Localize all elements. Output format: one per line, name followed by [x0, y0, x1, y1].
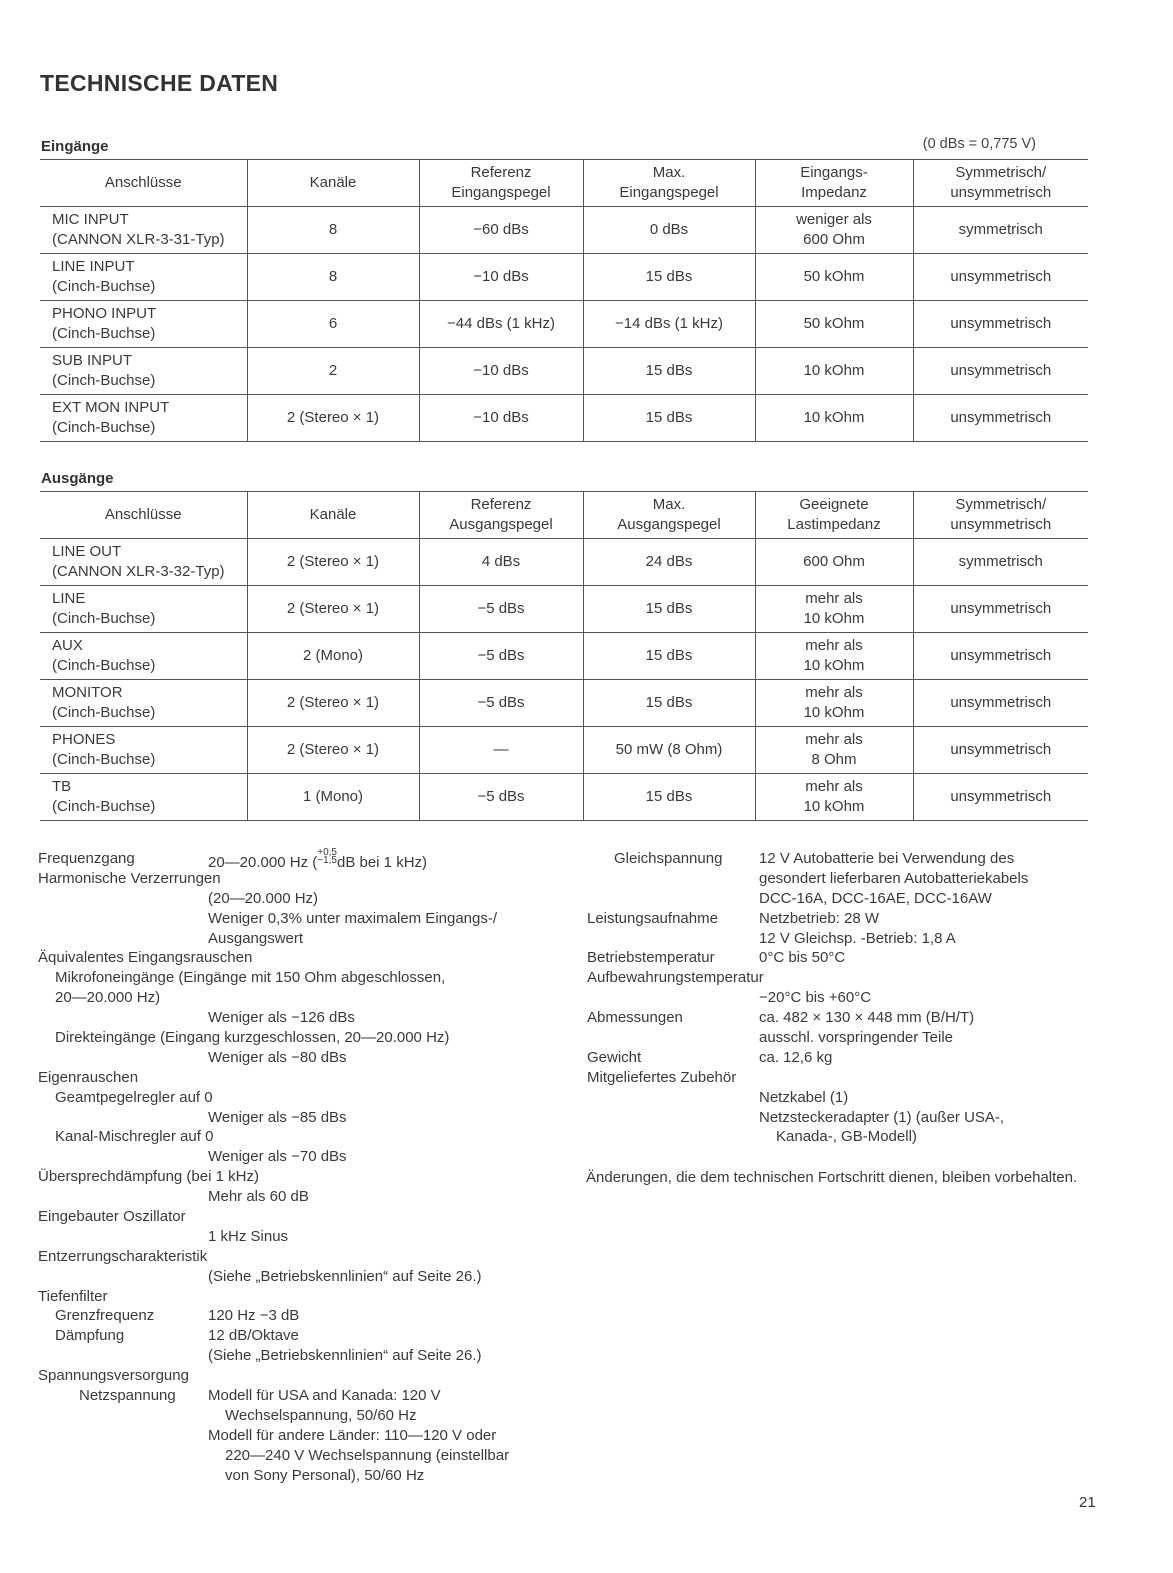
page-number: 21: [1079, 1494, 1096, 1511]
connector-cell-text: MONITOR: [52, 684, 123, 701]
column-header-line: Symmetrisch/: [955, 496, 1047, 513]
spec-value: 120 Hz −3 dB: [208, 1307, 300, 1325]
spec-sublabel: Mikrofoneingänge (Eingänge mit 150 Ohm abgeschlossen,: [55, 969, 446, 987]
balance-cell: [913, 680, 1088, 727]
spec-value: Weniger als −80 dBs: [208, 1048, 347, 1066]
table-row: [40, 774, 1088, 821]
spec-value: 220—240 V Wechselspannung (einstellbar: [225, 1446, 510, 1464]
table-row: [40, 680, 1088, 727]
spec-value: ca. 12,6 kg: [759, 1048, 833, 1066]
connector-cell-text: LINE: [52, 590, 86, 607]
balance-cell: [913, 774, 1088, 821]
reference-level-cell: [419, 539, 583, 586]
max-level-cell-text: 15 dBs: [645, 362, 693, 379]
channels-cell: [247, 207, 419, 254]
max-level-cell-text: 15 dBs: [645, 647, 693, 664]
spec-value: gesondert lieferbaren Autobatteriekabels: [759, 869, 1029, 887]
column-header-line: Kanäle: [309, 174, 357, 191]
impedance-cell-text: 10 kOhm: [803, 657, 865, 674]
balance-cell-text: unsymmetrisch: [950, 600, 1052, 617]
reference-level-cell-text: −5 dBs: [477, 600, 525, 617]
balance-cell: [913, 633, 1088, 680]
freq-prefix: 20—20.000 Hz (: [208, 854, 318, 871]
reference-level-cell: [419, 586, 583, 633]
balance-cell: [913, 348, 1088, 395]
table-row: [40, 207, 1088, 254]
column-header-line: Symmetrisch/: [955, 164, 1047, 181]
column-header-line: unsymmetrisch: [950, 184, 1052, 201]
reference-level-cell-text: −60 dBs: [473, 221, 529, 238]
spec-value: Ausgangswert: [208, 929, 304, 947]
spec-value: 12 V Gleichsp. -Betrieb: 1,8 A: [759, 929, 956, 947]
column-header: [913, 492, 1088, 539]
reference-note: (0 dBs = 0,775 V): [922, 136, 1036, 152]
impedance-cell-text: 10 kOhm: [803, 610, 865, 627]
max-level-cell: [583, 586, 755, 633]
impedance-cell-text: 10 kOhm: [803, 798, 865, 815]
reference-level-cell-text: −5 dBs: [477, 788, 525, 805]
spec-value: 0°C bis 50°C: [759, 949, 846, 967]
impedance-cell: [755, 774, 913, 821]
spec-label: Eigenrauschen: [38, 1068, 139, 1086]
max-level-cell: [583, 301, 755, 348]
spec-value: Netzsteckeradapter (1) (außer USA-,: [759, 1108, 1005, 1126]
reference-level-cell: [419, 395, 583, 442]
balance-cell: [913, 301, 1088, 348]
max-level-cell-text: 50 mW (8 Ohm): [615, 741, 723, 758]
connector-cell-text: PHONO INPUT: [52, 305, 157, 322]
balance-cell-text: unsymmetrisch: [950, 315, 1052, 332]
impedance-cell-text: weniger als: [796, 211, 872, 228]
reference-level-cell-text: 4 dBs: [481, 553, 521, 570]
spec-sublabel: Dämpfung: [55, 1327, 125, 1345]
spec-label: Entzerrungscharakteristik: [38, 1247, 208, 1265]
balance-cell-text: unsymmetrisch: [950, 647, 1052, 664]
channels-cell-text: 2 (Stereo × 1): [286, 600, 380, 617]
channels-cell-text: 2: [328, 362, 338, 379]
spec-value: 12 dB/Oktave: [208, 1327, 299, 1345]
channels-cell: [247, 539, 419, 586]
column-header-line: Eingangs-: [800, 164, 868, 181]
table-row: [40, 348, 1088, 395]
channels-cell-text: 8: [328, 268, 338, 285]
spec-label: Leistungsaufnahme: [587, 909, 718, 927]
connector-cell-text: (Cinch-Buchse): [52, 372, 156, 389]
column-header: [583, 160, 755, 207]
connector-cell-text: LINE INPUT: [52, 258, 135, 275]
impedance-cell: [755, 254, 913, 301]
reference-level-cell-text: −5 dBs: [477, 694, 525, 711]
connector-cell: [40, 207, 247, 254]
spec-value: Weniger als −126 dBs: [208, 1009, 355, 1027]
max-level-cell: [583, 680, 755, 727]
column-header-line: Anschlüsse: [104, 174, 182, 191]
column-header-line: Max.: [652, 496, 686, 513]
max-level-cell-text: 24 dBs: [645, 553, 693, 570]
spec-value: 12 V Autobatterie bei Verwendung des: [759, 850, 1015, 867]
column-header: [755, 160, 913, 207]
table-row: [40, 586, 1088, 633]
max-level-cell-text: 15 dBs: [645, 268, 693, 285]
max-level-cell: [583, 774, 755, 821]
max-level-cell-text: 15 dBs: [645, 788, 693, 805]
outputs-table: [40, 491, 1088, 821]
reference-level-cell: [419, 207, 583, 254]
spec-value: ausschl. vorspringender Teile: [759, 1029, 953, 1047]
column-header-line: Ausgangspegel: [449, 516, 553, 533]
connector-cell-text: TB: [52, 778, 72, 795]
channels-cell: [247, 633, 419, 680]
max-level-cell: [583, 633, 755, 680]
column-header: [247, 160, 419, 207]
channels-cell-text: 2 (Stereo × 1): [286, 553, 380, 570]
spec-value: Weniger als −70 dBs: [208, 1148, 347, 1166]
spec-label: Abmessungen: [587, 1009, 683, 1027]
column-header: [419, 160, 583, 207]
connector-cell: [40, 539, 247, 586]
reference-level-cell: [419, 348, 583, 395]
impedance-cell-text: mehr als: [805, 731, 863, 748]
spec-label: Gleichspannung: [614, 850, 723, 867]
channels-cell: [247, 254, 419, 301]
column-header-line: Lastimpedanz: [787, 516, 881, 533]
freq-tolerance: [317, 849, 337, 865]
balance-cell: [913, 207, 1088, 254]
impedance-cell: [755, 633, 913, 680]
max-level-cell-text: 0 dBs: [649, 221, 689, 238]
channels-cell: [247, 395, 419, 442]
disclaimer-note: Änderungen, die dem technischen Fortschritt dienen, bleiben vorbehalten.: [586, 1169, 1078, 1186]
channels-cell-text: 2 (Stereo × 1): [286, 741, 380, 758]
outputs-section-label: Ausgänge: [41, 470, 114, 487]
balance-cell-text: unsymmetrisch: [950, 409, 1052, 426]
column-header: [247, 492, 419, 539]
spec-label: Tiefenfilter: [38, 1287, 108, 1305]
reference-level-cell: [419, 254, 583, 301]
channels-cell: [247, 348, 419, 395]
impedance-cell-text: 8 Ohm: [811, 751, 857, 768]
spec-value: −20°C bis +60°C: [759, 989, 872, 1007]
spec-label: Gewicht: [587, 1048, 642, 1066]
spec-value: von Sony Personal), 50/60 Hz: [225, 1466, 425, 1484]
impedance-cell-text: mehr als: [805, 778, 863, 795]
balance-cell: [913, 586, 1088, 633]
reference-level-cell: [419, 774, 583, 821]
reference-level-cell: [419, 727, 583, 774]
max-level-cell: [583, 395, 755, 442]
connector-cell-text: (Cinch-Buchse): [52, 751, 156, 768]
impedance-cell-text: 10 kOhm: [803, 409, 865, 426]
table-row: [40, 301, 1088, 348]
spec-sublabel: Direkteingänge (Eingang kurzgeschlossen, 20—20.000 Hz): [55, 1029, 450, 1047]
connector-cell-text: PHONES: [52, 731, 116, 748]
connector-cell-text: (Cinch-Buchse): [52, 278, 156, 295]
spec-value: Netzbetrieb: 28 W: [759, 909, 880, 927]
connector-cell-text: (Cinch-Buchse): [52, 325, 156, 342]
reference-level-cell-text: —: [493, 741, 509, 758]
reference-level-cell-text: −10 dBs: [473, 409, 529, 426]
spec-label: Äquivalentes Eingangsrauschen: [38, 949, 253, 967]
balance-cell: [913, 539, 1088, 586]
impedance-cell-text: mehr als: [805, 684, 863, 701]
column-header-line: Referenz: [470, 496, 532, 513]
spec-value: Mehr als 60 dB: [208, 1188, 309, 1206]
spec-sublabel: Kanal-Mischregler auf 0: [55, 1128, 214, 1146]
spec-value: Modell für USA and Kanada: 120 V: [208, 1387, 441, 1405]
reference-level-cell: [419, 633, 583, 680]
spec-label: Frequenzgang: [38, 850, 135, 867]
connector-cell-text: LINE OUT: [52, 543, 122, 560]
table-row: [40, 633, 1088, 680]
impedance-cell-text: mehr als: [805, 637, 863, 654]
freq-suffix: dB bei 1 kHz): [336, 854, 428, 871]
connector-cell-text: SUB INPUT: [52, 352, 133, 369]
spec-value: Weniger 0,3% unter maximalem Eingangs-/: [208, 909, 498, 927]
channels-cell: [247, 586, 419, 633]
impedance-cell-text: 600 Ohm: [803, 231, 865, 248]
max-level-cell: [583, 207, 755, 254]
connector-cell-text: AUX: [52, 637, 83, 654]
freq-tol-down: −1,5: [317, 855, 337, 866]
connector-cell-text: (Cinch-Buchse): [52, 657, 156, 674]
column-header-line: Impedanz: [801, 184, 867, 201]
column-header-line: Referenz: [470, 164, 532, 181]
spec-label: Spannungsversorgung: [38, 1367, 189, 1385]
connector-cell-text: MIC INPUT: [52, 211, 129, 228]
impedance-cell: [755, 539, 913, 586]
column-header: [755, 492, 913, 539]
spec-value: DCC-16A, DCC-16AE, DCC-16AW: [759, 889, 992, 907]
channels-cell-text: 2 (Stereo × 1): [286, 409, 380, 426]
spec-value: Weniger als −85 dBs: [208, 1108, 347, 1126]
spec-value: ca. 482 × 130 × 448 mm (B/H/T): [759, 1009, 975, 1027]
channels-cell-text: 2 (Mono): [302, 647, 364, 664]
balance-cell-text: symmetrisch: [958, 553, 1043, 570]
table-row: [40, 727, 1088, 774]
reference-level-cell-text: −5 dBs: [477, 647, 525, 664]
table-row: [40, 254, 1088, 301]
spec-value: Netzkabel (1): [759, 1088, 849, 1106]
channels-cell-text: 2 (Stereo × 1): [286, 694, 380, 711]
column-header-line: unsymmetrisch: [950, 516, 1052, 533]
connector-cell: [40, 774, 247, 821]
max-level-cell: [583, 539, 755, 586]
reference-level-cell-text: −44 dBs (1 kHz): [447, 315, 555, 332]
channels-cell-text: 8: [328, 221, 338, 238]
connector-cell-text: (Cinch-Buchse): [52, 610, 156, 627]
spec-value: (Siehe „Betriebskennlinien“ auf Seite 26.): [208, 1267, 482, 1285]
channels-cell: [247, 727, 419, 774]
spec-value: Kanada-, GB-Modell): [776, 1128, 917, 1146]
balance-cell: [913, 395, 1088, 442]
inputs-section-label: Eingänge: [41, 138, 109, 155]
reference-level-cell: [419, 301, 583, 348]
spec-label: Betriebstemperatur: [587, 949, 715, 967]
balance-cell: [913, 254, 1088, 301]
column-header: [40, 160, 247, 207]
impedance-cell: [755, 301, 913, 348]
spec-value: (Siehe „Betriebskennlinien“ auf Seite 26.): [208, 1347, 482, 1365]
connector-cell: [40, 254, 247, 301]
impedance-cell-text: 10 kOhm: [803, 704, 865, 721]
impedance-cell-text: 50 kOhm: [803, 315, 865, 332]
column-header-line: Eingangspegel: [451, 184, 551, 201]
impedance-cell: [755, 348, 913, 395]
column-header-line: Ausgangspegel: [617, 516, 721, 533]
connector-cell: [40, 680, 247, 727]
impedance-cell-text: mehr als: [805, 590, 863, 607]
spec-sublabel: 20—20.000 Hz): [55, 989, 161, 1007]
column-header: [913, 160, 1088, 207]
column-header-line: Geeignete: [799, 496, 869, 513]
connector-cell-text: (Cinch-Buchse): [52, 419, 156, 436]
max-level-cell-text: 15 dBs: [645, 600, 693, 617]
spec-sublabel: Grenzfrequenz: [55, 1307, 155, 1325]
spec-label: Aufbewahrungstemperatur: [587, 969, 764, 987]
impedance-cell: [755, 395, 913, 442]
column-header: [40, 492, 247, 539]
connector-cell: [40, 633, 247, 680]
channels-cell: [247, 680, 419, 727]
spec-value: (20—20.000 Hz): [208, 889, 319, 907]
impedance-cell: [755, 680, 913, 727]
table-row: [40, 539, 1088, 586]
connector-cell-text: (CANNON XLR-3-31-Typ): [52, 231, 225, 248]
page-title: TECHNISCHE DATEN: [40, 70, 279, 96]
column-header-line: Eingangspegel: [619, 184, 719, 201]
connector-cell-text: (CANNON XLR-3-32-Typ): [52, 563, 225, 580]
impedance-cell: [755, 727, 913, 774]
connector-cell: [40, 727, 247, 774]
table-row: [40, 395, 1088, 442]
impedance-cell: [755, 207, 913, 254]
channels-cell-text: 6: [328, 315, 338, 332]
column-header-line: Max.: [652, 164, 686, 181]
balance-cell: [913, 727, 1088, 774]
spec-value: Modell für andere Länder: 110—120 V oder: [208, 1426, 497, 1444]
impedance-cell-text: 10 kOhm: [803, 362, 865, 379]
spec-frequency: [38, 849, 578, 869]
max-level-cell: [583, 727, 755, 774]
balance-cell-text: unsymmetrisch: [950, 362, 1052, 379]
spec-label: Mitgeliefertes Zubehör: [587, 1068, 737, 1086]
impedance-cell-text: 600 Ohm: [803, 553, 865, 570]
connector-cell: [40, 301, 247, 348]
connector-cell-text: EXT MON INPUT: [52, 399, 170, 416]
connector-cell: [40, 586, 247, 633]
right-spec-list: [587, 849, 1107, 1147]
max-level-cell: [583, 254, 755, 301]
balance-cell-text: unsymmetrisch: [950, 741, 1052, 758]
spec-sublabel: Netzspannung: [79, 1387, 176, 1405]
max-level-cell-text: −14 dBs (1 kHz): [615, 315, 723, 332]
spec-label: Übersprechdämpfung (bei 1 kHz): [38, 1168, 259, 1186]
balance-cell-text: symmetrisch: [958, 221, 1043, 238]
reference-level-cell-text: −10 dBs: [473, 362, 529, 379]
balance-cell-text: unsymmetrisch: [950, 788, 1052, 805]
freq-tol-up: +0,5: [317, 847, 337, 858]
spec-value: Wechselspannung, 50/60 Hz: [225, 1406, 417, 1424]
connector-cell: [40, 348, 247, 395]
spec-label: Harmonische Verzerrungen: [38, 869, 221, 887]
spec-label: Eingebauter Oszillator: [38, 1208, 186, 1226]
impedance-cell-text: 50 kOhm: [803, 268, 865, 285]
column-header: [419, 492, 583, 539]
max-level-cell: [583, 348, 755, 395]
reference-level-cell: [419, 680, 583, 727]
balance-cell-text: unsymmetrisch: [950, 268, 1052, 285]
connector-cell-text: (Cinch-Buchse): [52, 798, 156, 815]
inputs-table: [40, 159, 1088, 442]
spec-value: 1 kHz Sinus: [208, 1227, 289, 1245]
column-header: [583, 492, 755, 539]
channels-cell: [247, 774, 419, 821]
column-header-line: Anschlüsse: [104, 506, 182, 523]
column-header-line: Kanäle: [309, 506, 357, 523]
connector-cell-text: (Cinch-Buchse): [52, 704, 156, 721]
reference-level-cell-text: −10 dBs: [473, 268, 529, 285]
channels-cell: [247, 301, 419, 348]
balance-cell-text: unsymmetrisch: [950, 694, 1052, 711]
connector-cell: [40, 395, 247, 442]
impedance-cell: [755, 586, 913, 633]
max-level-cell-text: 15 dBs: [645, 694, 693, 711]
left-spec-list: [38, 849, 578, 1486]
spec-sublabel: Geamtpegelregler auf 0: [55, 1088, 213, 1106]
channels-cell-text: 1 (Mono): [302, 788, 364, 805]
max-level-cell-text: 15 dBs: [645, 409, 693, 426]
